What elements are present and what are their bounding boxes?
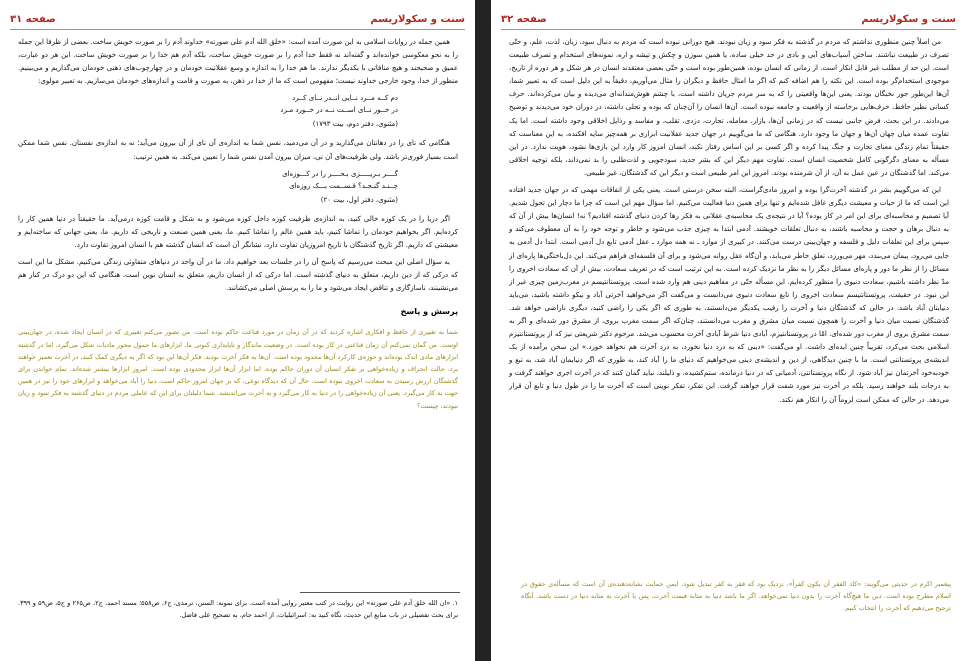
- book-gutter: [475, 0, 491, 661]
- right-page-header-title: سنت و سکولاریسم: [861, 13, 956, 25]
- left-page: [0, 0, 475, 661]
- left-paragraph-4: به سؤال اصلی این مبحث می‌رسیم که پاسخ آن را در جلسات بعد خواهیم داد. ما در آن واحد در دنیاهای متفاوتی زندگی می‌کنیم. مشکل ما این است که درکی که از دین داریم، متعلق به دنیای گذشته است. اما درکی که از انسان داریم، متعلق به انسان نوین است. هنگامی که این دو درک در کنار هم می‌نشینند، ناسازگاری و تناقض ایجاد می‌شود و ما را به پرسش اصلی می‌کشانند.: [18, 258, 458, 293]
- section-title-qa: پرسش و پاسخ: [400, 307, 458, 317]
- left-paragraph-2: هنگامی که نای را در دهانتان می‌گذارید و در آن می‌دمید، نفس شما به اندازه‌ی آن نای از آن بیرون می‌آید؛ نه به اندازه‌ی نفستان. نفس شما ممکن است بسیار فوری‌تر باشد. ولی ظرفیت‌های آن نی، میزان بیرون آمدن نفس شما را تعیین می‌کند. به همین ترتیب:: [18, 139, 458, 161]
- right-page: [491, 0, 966, 661]
- right-page-body: [509, 36, 949, 411]
- right-header-rule: [501, 29, 956, 30]
- left-page-number: صفحه ۳۱: [10, 13, 56, 25]
- verse-1-line-2: در خــور نــای اســت نــه در خــورد مـرد: [280, 106, 398, 115]
- right-paragraph-1: من اصلاً چنین منظوری نداشتم که مردم در گذشته به فکر سود و زیان نبودند. هیچ دورانی نبوده است که مردم به دنبال سود، زیان، لذت، علم، و حتّی تصرف در طبیعت نباشند. ساختن آسیاب‌های آبی و بادی در حد خیلی ساده، یا همین سوزن و چکش و تیشه و اره، نمونه‌های استخدام و تصرف طبیعت است. این حد از مطلب غیر قابل انکار است. از زمانی که انسان بوده، همین‌طور بوده است و حتّی بعضی معتقدند انسان در هر شکل و هر دوره از تاریخ، موجودی استخدام‌گر بوده است. این نکته را هم اضافه کنم که اگر ما امثال حافظ و دیگران را مثال می‌آوریم، دقیقاً به این دلیل است که به تعبیر شما، آن‌ها این‌طور جور نخبگان بودند. یعنی این‌ها واقعیتی را که به سر مردم جریان داشته است، با چشم هوش‌مندانه‌ای می‌دیده و بیان می‌کرده‌اند. حرف کسانی نظیر حافظ، حرف‌هایی برخاسته از واقعیت و جامعه نبوده است. آن‌ها انسان را آن‌چنان که بوده و تجلی داشته، در دوران خود می‌دیدند و توضیح می‌دادند. در این بحث، فرض جانبی نیست که در زمانی آن‌ها، بازار، معامله، تجارت، دزدی، تقلب، و مفاسد و رذایل اخلاقی وجود داشته است. اما یک تفاوت عمده میان جهان آن‌ها و جهان ما وجود دارد. هنگامی که ما می‌گوییم در جهان جدید عقلانیت ابزاری بر همه‌چیز سایه افکنده، به این معناست که حقیقتاً تمام زندگی معنای تجارت و جنگ پیدا کرده و اگر کسی بر این اساس رفتار نکند، انسان امروز کار وارد این بازی‌ها نشود، هویت ندارد. در این مسأله به معنای دگرگونی کامل شخصیت انسان است. تفاوت مهم دیگر این که بشر جدید، سودجویی و لذت‌طلبی را بد نمی‌داند، بلکه توجیه اخلاقی می‌کند. اما گذشتگان در عین عمل به آن، از آن شرمنده بودند. امروز این امر طبیعی است و دیگر این که گذشتگان، غیر طبیعی.: [509, 38, 949, 177]
- left-page-header-title: سنت و سکولاریسم: [370, 13, 465, 25]
- footnote-rule: [300, 592, 460, 593]
- left-paragraph-3: اگر دریا را در یک کوزه خالی کنید، به اندازه‌ی ظرفیت کوزه داخل کوزه می‌شود و به شکل و قامت کوزه درمی‌آید. ما حقیقتاً در دنیا همین کار را کرده‌ایم. اگر بخواهیم خودمان را تماشا کنیم، باید همین عالم را تماشا کنیم. ما، یعنی همین صنعت و تاریخی که داریم. ما، یعنی جهانی که ساخته‌ایم و معیشتی که داریم. اگر تاریخ گذشتگان با تاریخ امروزیان تفاوت دارد، نشانگر آن است که انسان گذشته هم با انسان امروز تفاوت دارد.: [18, 214, 458, 249]
- verse-2-line-2: چــنـد گنـجـد؟ قـســمت یـــک روزه‌ای: [289, 181, 398, 190]
- verse-2-line-1: گــــر بـریـــــزی بـحــــر را در کـــوزه‌ای: [282, 169, 398, 178]
- right-page-number: صفحه ۳۲: [501, 13, 547, 25]
- footnote: ۱. «ان الله خلق آدم علی صورته» این روایت در کتب معتبر روایی آمده است. برای نمونه: السنن، ترمذی، ج۶، ص۵۵۸؛ مسند احمد، ج۲، ص۲۶۵ و ج۵، ص۵۹ و ۳۹۹. برای بحث تفصیلی در باب منابع این حدیث، نگاه کنید به: اسرائیلیات، از احمد جام، به تصحیح علی فاضل.: [18, 599, 459, 619]
- verse-1-line-1: دم کــه مــرد نــایی انــدر نــای کــرد: [292, 94, 398, 103]
- left-paragraph-1: همین جمله در روایات اسلامی به این صورت آمده است: «خلق الله آدم علی صورته» خداوند آدم را بر صورت خویش ساخت. بعضی از ظرفا این جمله را به نحو معکوسی خوانده‌اند و گفته‌اند نه فقط خدا آدم را بر صورت خویش ساخت، بلکه آدم هم خدا را بر صورت خویش ساخت. این هر دو عبارت، عمیق و صحیحند و هیچ منافاتی با یکدیگر ندارند. ما هم خدا را به اندازه و وسع عقلانیت خودمان و در چهارچوب‌های ذهنی خودمان می‌گذاریم و می‌بینیم. منظور از خدا، وجود خارجی خداوند نیست؛ مفهومی است که ما از خدا در ذهن، به صورت و قامت و اندازه‌های خودمان می‌سازیم. به تعبیر مولوی:: [18, 38, 458, 86]
- verse-block-2: [18, 168, 398, 192]
- left-page-header: [10, 12, 465, 26]
- right-paragraph-2: این که می‌گوییم بشر در گذشته آخرت‌گرا بوده و امروز مادی‌گراست، البته سخن درستی است. یعنی یکی از اتفاقات مهمی که در جهان جدید افتاده این است که ما از حیات و معیشت دیگری غافل شده‌ایم و تنها برای همین دنیا فعالیت می‌کنیم. اما سؤال مهم این است که چرا ما دچار این تحول شدیم. آیا تصمیم و محاسبه‌ای برای این امر در کار بوده؟ آیا در نتیجه‌ی یک محاسبه‌ی عقلانی به فکر رها کردن دنیای گذشته افتادیم؟ نه! انسان‌ها بیش از آن که به دنبال برهان و حجت و محاسبه باشند، به دنبال تعلقات خویشند. آدمی ابتدا به چیزی جذب می‌شود و خاطر و توجه خود را به آن معطوف می‌کند و سپس برای این تعلقات دلیل و فلسفه و جهان‌بینی درست می‌کنند. در کبیری از موارد ـ نه همه موارد ـ عقل آدمی تابع دل آدمی است. ابتدا دل آدمی به جایی می‌رود، پیمان می‌بندد، مهر می‌ورزد، تعلق خاطر می‌یابد، و آن‌گاه عقل روانه می‌شود و برای آن فلسفه‌ای فراهم می‌کند. این دل‌باختگی‌ها پاره‌ای از مسائل را از نظر ما دور و پاره‌ای مسائل دیگر را به نظر ما نزدیک کرده است. به این ترتیب است که در تعریف سعادت، بیش از آن که سعادت اخروی را مدّ نظر داشته باشیم، سعادت دنیوی را منظور کرده‌ایم. این مسأله حتّی در مفاهیم دینی هم وارد شده است. پروتستانتیسم در مغرب‌زمین چیزی غیر از این نبود. در حقیقت، پروتستانتیسم سعادت اخروی را تابع سعادت دنیوی می‌دانست و می‌گفت اگر می‌خواهید آخرتی آباد و نیکو داشته باشید، می‌باید دنیایتان آباد باشد. در حالی که گذشتگان دنیا و آخرت را رقیب یکدیگر می‌دانستند، به طوری که اگر یکی را راضی کنید، دیگری ناراضی خواهد شد. گذشتگان نسبت میان دنیا و آخرت را همچون نسبت میان مشرق و مغرب می‌دانستند، چنان‌که اگر سمت مغرب بروی، از مشرق دور شده‌ای و اگر به سمت مشرق بروی از مغرب دور شده‌ای. امّا در پروتستانتیزم، آبادی دنیا شرط آبادی آخرت محسوب می‌شد. مرحوم دکتر شریعتی نیز که از پروتستانتیزم اسلامی بحث می‌کرد، تقریباً چنین ایده‌ای داشت. او می‌گفت: «دینی که به درد دنیا نخورد، به درد آخرت هم نخواهد خورد.» این سخن برآمده از یک اندیشه‌ی پروتستانتی است. ما با چنین دیدگاهی، از دین و اندیشه‌ی دینی می‌خواهیم که دنیای ما را آباد کند، به طوری که اگر دنیایمان آباد شد، به تبع و خودبه‌خود آخرتمان نیز آباد شود. از نگاه پروتستانتی، آدمیانی که در دنیا درمانده، ستم‌کشیده، و ذلیلند، نباید گمان کنند که در آخرت اجری خواهند گرفت و به درجات بلند خواهند رسید. بلکه در آخرت نیز مورد شفت قرار خواهند گرفت. این تفکر، تفکر نوینی است که آخرت ما را در طول دنیا و تابع آن قرار می‌دهد. در حالی که ممکن است لزوماً آن را انکار هم نکند.: [509, 186, 949, 404]
- verse-2-source: (مثنوی، دفتر اول، بیت ۲۰): [320, 195, 398, 204]
- verse-block-1: [18, 92, 398, 116]
- left-page-body: [18, 36, 458, 412]
- qa-question-text: شما به تغییری از حافظ و افکاری اشاره کردید که در آن زمان در مورد قناعت حاکم بوده است. من تصور می‌کنم تغییری که در انسان ایجاد شده، در جهان‌بینی اوست. من گمان نمی‌کنم آن زمان قناعتی در کار بوده است. در وضعیت ماندگار و ناپایداری کنونی ما، ابزارهای ما حمول محور مادیات شکل می‌گیرد. اما در گذشته ابزارهای مادی اندک بوده‌اند و حوزه‌ی کارکرد آن‌ها محدود بوده است. آن‌ها به فکر آخرت بودند. فکر آن‌ها این بود که اگر به دیگری کمک کنند، در آخرت تعمیر خواهند برد. حالت انحراف و زیاده‌خواهی بر تفکر انسان آن دوران حاکم بوده. اما ابزار آن‌ها ابزار محدودی بوده است. امروز ابزارها بیشتر شده‌اند. تمام خواندن برای گذشتگان ارزش رسیدن به سعادت اخروی نبوده است. حال آن که دیدگاه نوعی، که بر جهان امروز حاکم است، دنیا را آباد می‌خواهد و ابزارهای خود را نیز در همین جهت به کار می‌گیرد. یعنی آن زیاده‌خواهی را در دنیا به کار می‌گیرد و به آخرت می‌اندیشد. شما دلیلتان برای این که عاملی مردم در دنیای گذشته به فکر سود و زیان نبودند، چیست؟: [18, 328, 458, 410]
- left-header-rule: [10, 29, 465, 30]
- verse-1-source: (مثنوی، دفتر دوم، بیت ۱۷۹۳): [312, 120, 398, 129]
- right-page-header: [501, 12, 956, 26]
- right-olive-quote: پیغمبر اکرم در حدیثی می‌گویند: «کاد الفقر أن یکون کفراً»، نزدیک بود که فقر به کفر تبدیل شود. ایمن حمایت نشانه‌دهنده‌ی آن است که مسأله‌ی حقوق در اسلام مطرح بوده است. دین ما هیچ‌گاه آخرت را بدون دنیا نمی‌خواهد. اگر ما باشد دنیا به مثابه قیمت آخرت، پس با آخرت به مثابه دنیا در دست باشد. آنگاه ترجیح می‌دهیم که آخرت را انتخاب کنیم.: [521, 580, 951, 613]
